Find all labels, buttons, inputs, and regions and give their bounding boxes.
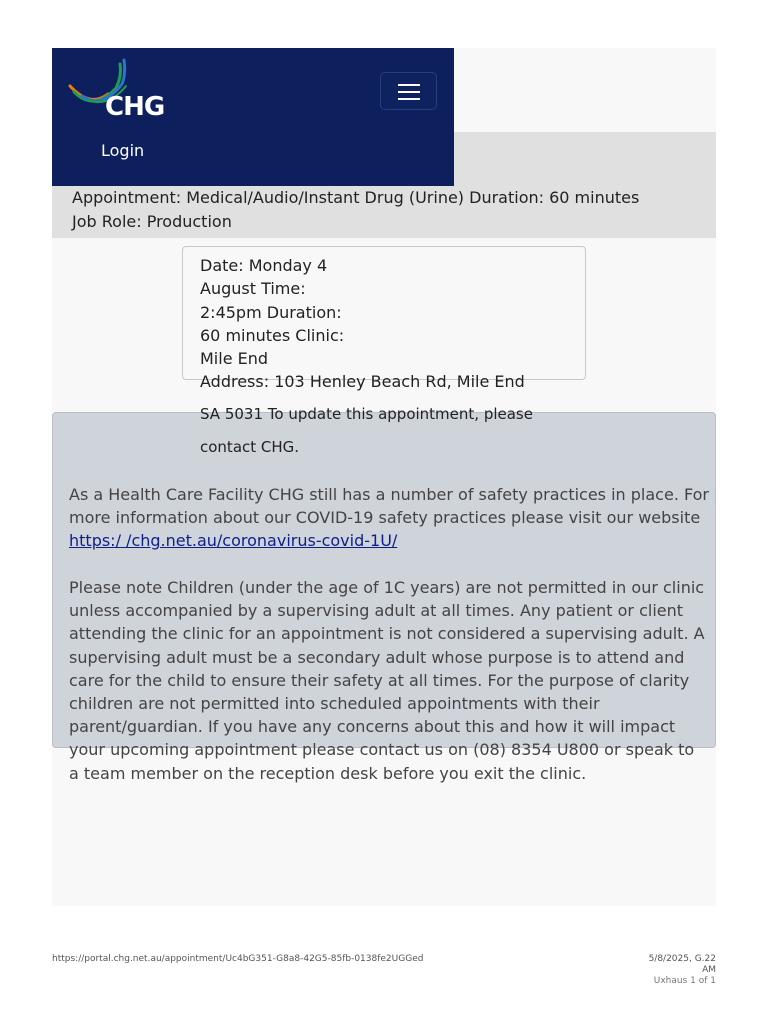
contact-instructions: contact CHG. [200,438,300,456]
details-line: 60 minutes Clinic: [200,325,345,345]
covid-info-link[interactable]: https:/ /chg.net.au/coronavirus-covid-1U/ [69,531,398,551]
footer-print-date [620,954,716,976]
hamburger-icon-line [398,98,420,100]
children-policy-notice: Please note Children (under the age of 1C years) are not permitted in our clinic unless accompanied by a supervising adult at all times. Any patient or client attending the clinic for an appointment is not considered a supervising adult. A supervising adult must be a secondary adult whose purpose is to attend and care for the child to ensure their safety at all times. For the purpose of clarity children are not permitted into scheduled appointments with their parent/guardian. If you have any concerns about this and how it will impact your upcoming appointment please contact us on (08) 8354 U800 or speak to a team member on the reception desk before you exit the clinic. [69,578,705,783]
details-line: August Time: [200,279,306,299]
brand-logo-text: CHG [105,92,165,122]
appointment-details-text [200,254,344,370]
footer-date-line: 5/8/2025, G.22 [648,954,716,964]
site-header [52,48,454,186]
covid-notice-text: As a Health Care Facility CHG still has a number of safety practices in place. For more information about our COVID-19 safety practices please visit our website [69,485,709,528]
login-link[interactable]: Login [101,141,145,160]
details-line: Mile End [200,349,269,369]
page-container [52,48,716,906]
footer-time-suffix: AM [702,965,716,975]
clinic-address: Address: 103 Henley Beach Rd, Mile End [200,372,525,391]
hamburger-icon-line [398,91,420,93]
details-line: 2:45pm Duration: [200,302,342,322]
footer-page-count: Uxhaus 1 of 1 [653,976,716,986]
hamburger-icon-line [398,84,420,86]
details-line: Date: Monday 4 [200,256,328,275]
menu-toggle-button[interactable] [380,72,437,110]
covid-notice [69,483,709,553]
appointment-summary: Appointment: Medical/Audio/Instant Drug (Urine) Duration: 60 minutes [72,188,640,207]
job-role: Job Role: Production [72,212,232,231]
update-instructions: SA 5031 To update this appointment, please [200,405,533,423]
footer-page-url: https://portal.chg.net.au/appointment/Uc4bG351-G8a8-42G5-85fb-0138fe2UGGed [52,954,424,964]
